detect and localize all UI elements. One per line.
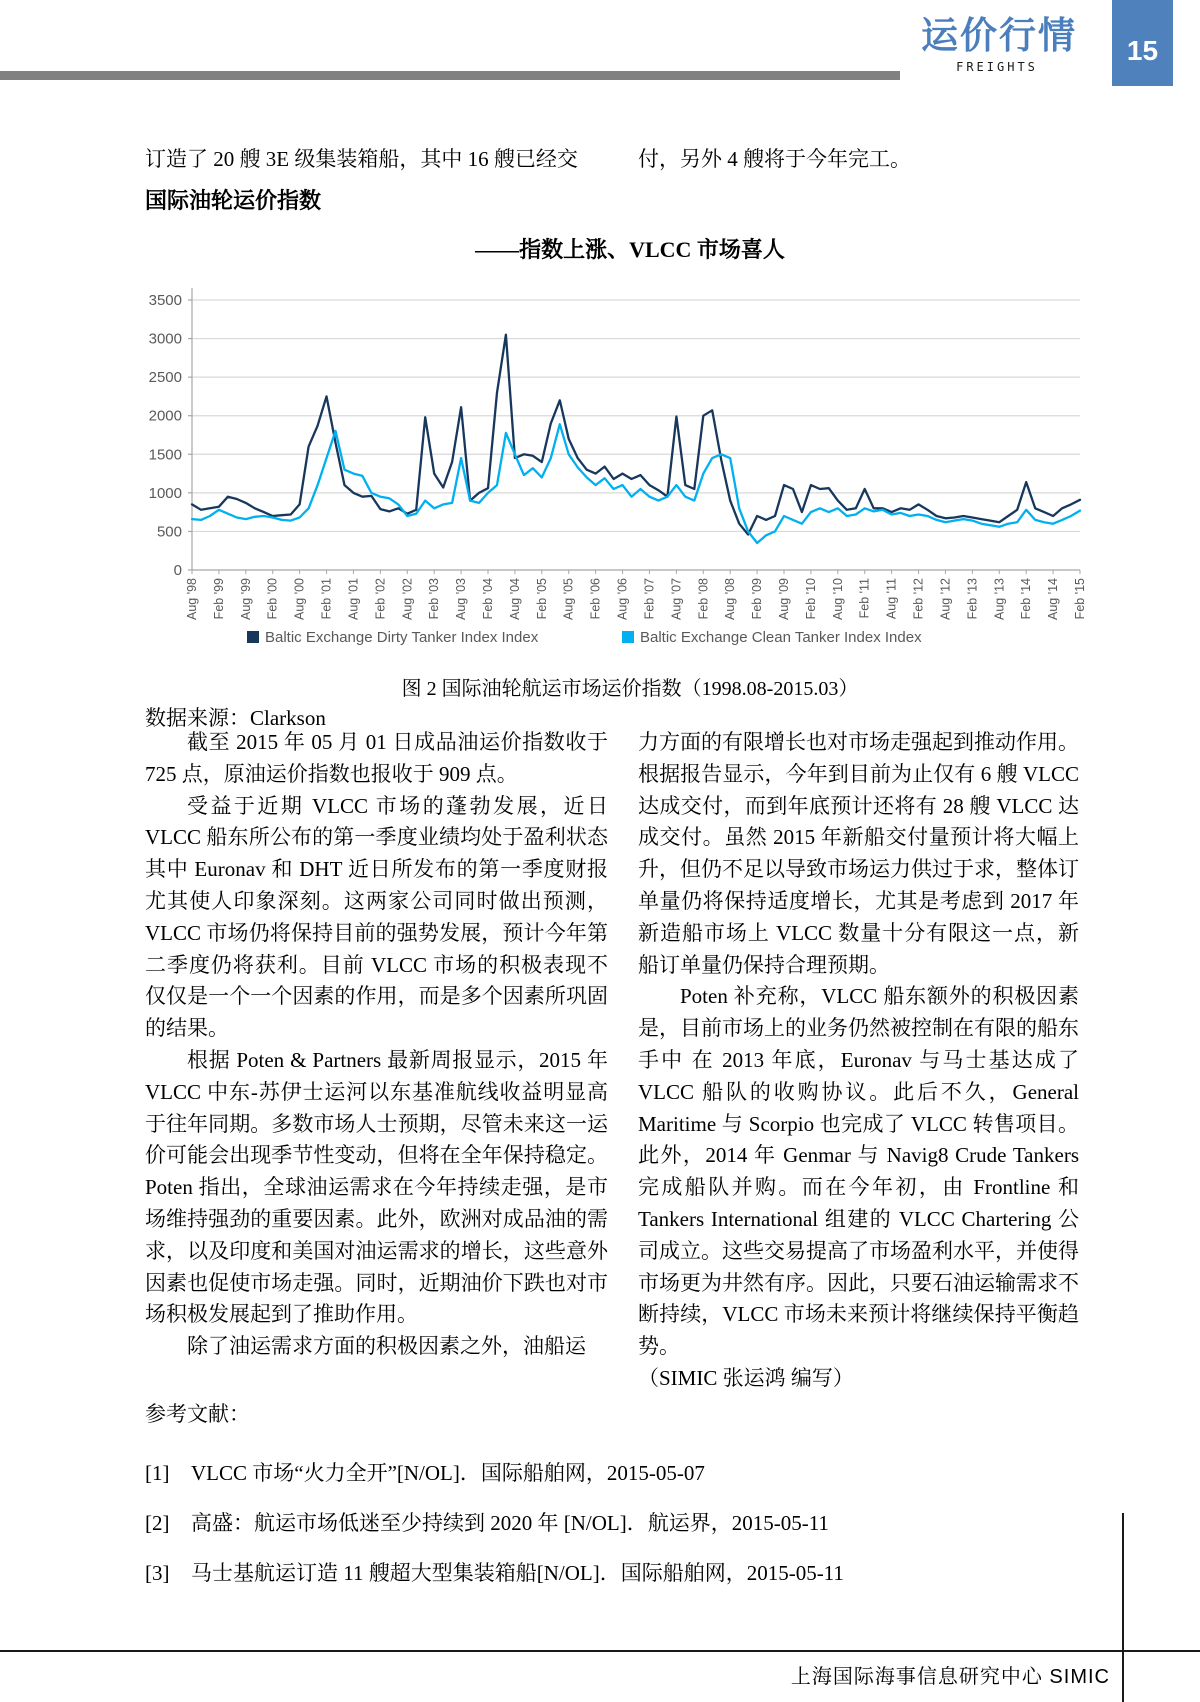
svg-text:Feb '15: Feb '15 xyxy=(1073,578,1087,620)
paragraph: 除了油运需求方面的积极因素之外，油船运 xyxy=(187,1334,586,1359)
footer-rule xyxy=(0,1650,1200,1652)
intro-text-right: 付，另外 4 艘将于今年完工。 xyxy=(638,147,911,171)
svg-text:Feb '99: Feb '99 xyxy=(211,578,226,620)
paragraph: 受益于近期 VLCC 市场的蓬勃发展，近日 VLCC 船东所公布的第一季度业绩均处于盈利状态 其中 Euronav 和 DHT 近日所发布的第一季度财报尤其使人印象深刻。这两家公司同时做出预测，VLCC 市场仍将保持目前的强势发展，预计今年第二季度仍将获利。目前 VLCC 市场的积极表现不仅仅是一个一个因素的作用，而是多个因素所巩固的结果。 xyxy=(145,793,608,1041)
svg-text:3000: 3000 xyxy=(148,330,182,348)
svg-text:Feb '00: Feb '00 xyxy=(265,578,280,620)
svg-text:Aug '98: Aug '98 xyxy=(185,578,199,621)
svg-text:Aug '00: Aug '00 xyxy=(292,578,307,621)
svg-text:Aug '04: Aug '04 xyxy=(507,578,522,621)
paragraph: 力方面的有限增长也对市场走强起到推动作用。根据报告显示，今年到目前为止仅有 6 艘 VLCC 达成交付，而到年底预计还将有 28 艘 VLCC 达成交付。虽然 2015 年新船交付量预计将大幅上升，但仍不足以导致市场运力供过于求，整体订单量仍将保持适度增长，尤其是考虑到 2017 年新造船市场上 VLCC 数量十分有限这一点，新船订单量仍保持合理预期。 xyxy=(638,730,1079,977)
svg-text:Baltic Exchange Clean Tanker I: Baltic Exchange Clean Tanker Index Index xyxy=(640,629,922,646)
svg-text:Aug '14: Aug '14 xyxy=(1046,578,1061,621)
svg-text:Aug '99: Aug '99 xyxy=(238,578,253,621)
page-section-title: 运价行情 xyxy=(921,15,1077,56)
header-divider-bar xyxy=(0,71,900,80)
svg-text:1500: 1500 xyxy=(148,446,182,464)
svg-text:Feb '08: Feb '08 xyxy=(696,578,711,620)
paragraph: Poten 补充称，VLCC 船东额外的积极因素是，目前市场上的业务仍然被控制在有限的船东手中 在 2013 年底，Euronav 与马士基达成了 VLCC 船队的收购协议。此后不久，General Maritime 与 Scorpio 也完成了 VLCC 转售项目。此外，2014 年 Genmar 与 Navig8 Crude Tankers 完成船队并购。而在今年初，由 Frontline 和 Tankers International 组建的 VLCC Chartering 公司成立。这些交易提高了市场盈利水平，并使得市场更为井然有序。因此，只要石油运输需求不断持续，VLCC 市场未来预计将继续保持平衡趋势。 xyxy=(638,984,1079,1359)
reference-item xyxy=(145,1498,1085,1548)
svg-text:Feb '07: Feb '07 xyxy=(642,578,657,620)
svg-text:2500: 2500 xyxy=(148,369,182,387)
section-heading: 国际油轮运价指数 xyxy=(145,188,322,213)
svg-text:Feb '06: Feb '06 xyxy=(588,578,603,620)
svg-text:500: 500 xyxy=(156,523,182,541)
page-section-subtitle: FREIGHTS xyxy=(956,60,1038,74)
svg-text:Feb '13: Feb '13 xyxy=(965,578,980,620)
svg-text:Aug '13: Aug '13 xyxy=(992,578,1007,621)
svg-text:1000: 1000 xyxy=(148,484,182,502)
svg-text:Feb '09: Feb '09 xyxy=(750,578,765,620)
intro-text-left: 订造了 20 艘 3E 级集装箱船，其中 16 艘已经交 xyxy=(145,147,578,171)
references-section xyxy=(145,1398,1085,1598)
reference-item xyxy=(145,1548,1085,1598)
svg-text:Aug '12: Aug '12 xyxy=(938,578,953,621)
svg-text:Feb '11: Feb '11 xyxy=(857,578,872,619)
article-right-column xyxy=(638,727,1079,1395)
svg-text:Aug '09: Aug '09 xyxy=(777,578,791,621)
reference-text: VLCC 市场“火力全开”[N/OL]．国际船舶网，2015-05-07 xyxy=(191,1461,705,1485)
svg-text:Feb '05: Feb '05 xyxy=(534,578,549,620)
svg-text:2000: 2000 xyxy=(148,407,182,425)
chart-data-source: 数据来源：Clarkson xyxy=(145,706,326,730)
article-byline: （SIMIC 张运鸿 编写） xyxy=(638,1365,854,1390)
svg-text:Aug '02: Aug '02 xyxy=(400,578,415,621)
chart-title: ——指数上涨、VLCC 市场喜人 xyxy=(475,237,785,262)
svg-text:Feb '03: Feb '03 xyxy=(427,578,442,620)
reference-item xyxy=(145,1448,1085,1498)
svg-text:Aug '07: Aug '07 xyxy=(669,578,684,621)
svg-text:Feb '14: Feb '14 xyxy=(1019,578,1034,620)
svg-text:Aug '10: Aug '10 xyxy=(830,578,845,621)
svg-text:Feb '01: Feb '01 xyxy=(319,578,334,620)
svg-text:0: 0 xyxy=(173,562,182,579)
svg-text:Aug '05: Aug '05 xyxy=(561,578,576,621)
footer-corner-line xyxy=(1122,1513,1124,1702)
page-number-badge: 15 xyxy=(1112,0,1173,86)
chart-caption: 图 2 国际油轮航运市场运价指数（1998.08-2015.03） xyxy=(401,678,859,700)
svg-text:3500: 3500 xyxy=(148,292,182,309)
svg-text:Aug '08: Aug '08 xyxy=(723,578,738,621)
reference-text: 马士基航运订造 11 艘超大型集装箱船[N/OL]．国际船舶网，2015-05-11 xyxy=(191,1561,844,1585)
reference-text: 高盛：航运市场低迷至少持续到 2020 年 [N/OL]．航运界，2015-05-11 xyxy=(191,1511,829,1535)
svg-text:Aug '01: Aug '01 xyxy=(346,578,361,621)
svg-text:Aug '06: Aug '06 xyxy=(615,578,630,621)
freight-index-chart xyxy=(130,268,1130,670)
references-heading: 参考文献： xyxy=(145,1402,250,1426)
reference-marker: [1] xyxy=(145,1461,170,1485)
svg-text:Aug '11: Aug '11 xyxy=(884,578,899,620)
paragraph: 截至 2015 年 05 月 01 日成品油运价指数收于 725 点，原油运价指数也报收于 909 点。 xyxy=(145,730,608,786)
svg-text:Baltic Exchange Dirty Tanker I: Baltic Exchange Dirty Tanker Index Index xyxy=(265,629,539,646)
svg-text:Feb '02: Feb '02 xyxy=(373,578,388,620)
reference-marker: [3] xyxy=(145,1561,170,1585)
article-left-column xyxy=(145,727,608,1363)
svg-text:Feb '12: Feb '12 xyxy=(911,578,926,620)
svg-text:Feb '10: Feb '10 xyxy=(803,578,818,620)
paragraph: 根据 Poten & Partners 最新周报显示，2015 年 VLCC 中东-苏伊士运河以东基准航线收益明显高于往年同期。多数市场人士预期，尽管未来这一运价可能会出现季节性变动，但将在全年保持稳定。Poten 指出，全球油运需求在今年持续走强，是市场维持强劲的重要因素。此外，欧洲对成品油的需求，以及印度和美国对油运需求的增长，这些意外因素也促使市场走强。同时，近期油价下跌也对市场积极发展起到了推助作用。 xyxy=(145,1047,608,1327)
footer-organization: 上海国际海事信息研究中心 SIMIC xyxy=(790,1666,1110,1688)
reference-marker: [2] xyxy=(145,1511,170,1535)
line-chart-svg xyxy=(130,268,1130,670)
svg-text:Aug '03: Aug '03 xyxy=(454,578,469,621)
svg-text:Feb '04: Feb '04 xyxy=(481,578,495,620)
